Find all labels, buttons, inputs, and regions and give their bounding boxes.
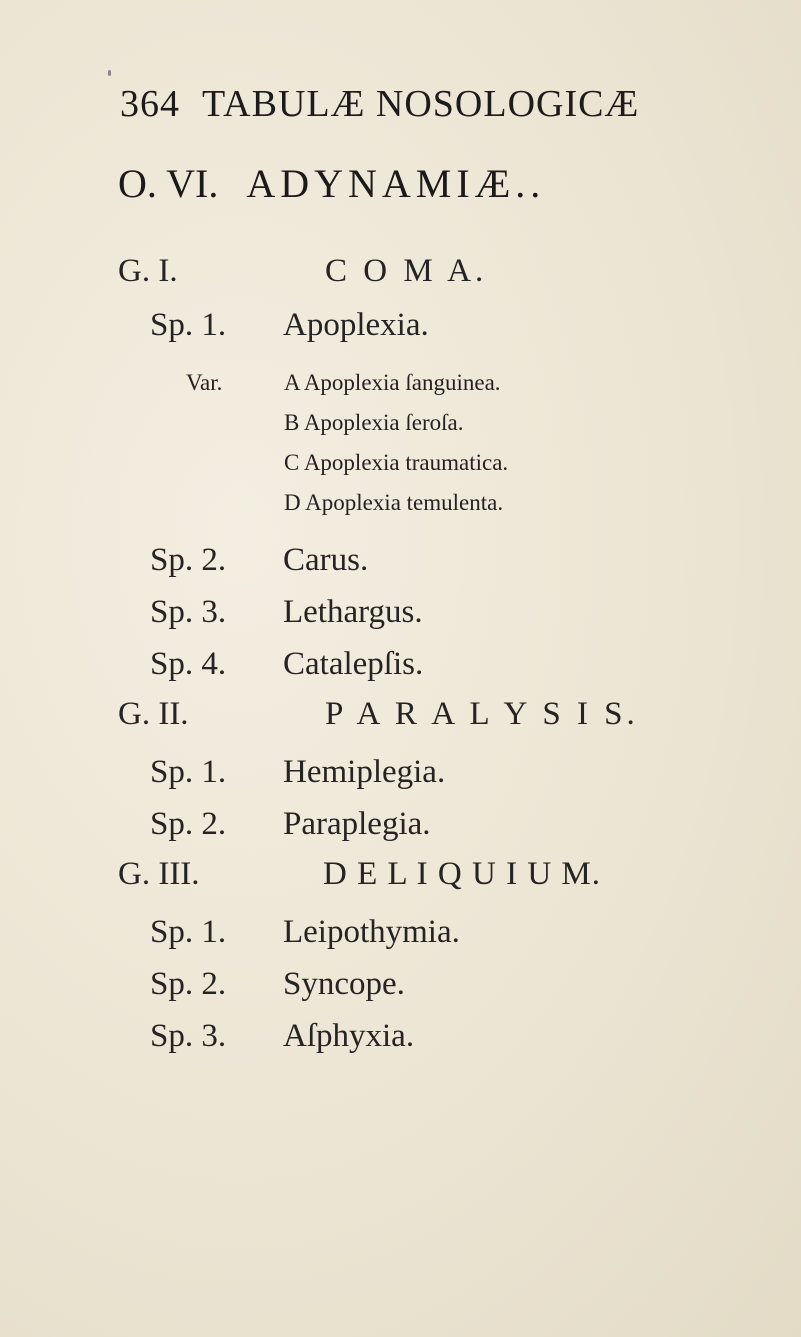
running-head-title: TABULÆ NOSOLOGICÆ [202, 83, 640, 125]
variety-item: B Apoplexia ſeroſa. [284, 410, 464, 435]
species-label: Sp. 1. [150, 914, 227, 950]
species-name: Leipothymia. [283, 914, 460, 950]
species-name: Hemiplegia. [283, 754, 446, 790]
species-label: Sp. 4. [150, 646, 227, 682]
varieties-label: Var. [186, 370, 223, 395]
species-name: Syncope. [283, 966, 405, 1002]
variety-item: C Apoplexia traumatica. [284, 450, 509, 475]
species-label: Sp. 1. [150, 754, 227, 790]
species-name: Apoplexia. [283, 307, 429, 343]
order-number: O. VI. [118, 161, 219, 206]
running-head [120, 82, 639, 126]
page-number: 364 [120, 83, 180, 125]
species-name: Lethargus. [283, 594, 423, 630]
species-label: Sp. 2. [150, 806, 227, 842]
variety-item: A Apoplexia ſanguinea. [284, 370, 501, 395]
variety-item: D Apoplexia temulenta. [284, 490, 504, 515]
genus-label: G. II. [118, 696, 189, 732]
species-label: Sp. 1. [150, 307, 227, 343]
order-heading [118, 160, 545, 207]
species-label: Sp. 3. [150, 1018, 227, 1054]
species-label: Sp. 2. [150, 542, 227, 578]
genus-label: G. III. [118, 856, 200, 892]
ink-speck [108, 70, 111, 76]
genus-name: P A R A L Y S I S. [325, 696, 639, 732]
genus-label: G. I. [118, 253, 178, 289]
genus-name: D E L I Q U I U M. [323, 856, 601, 892]
order-name: ADYNAMIÆ.. [246, 161, 546, 206]
species-name: Carus. [283, 542, 369, 578]
species-name: Catalepſis. [283, 646, 424, 682]
species-label: Sp. 3. [150, 594, 227, 630]
species-name: Paraplegia. [283, 806, 431, 842]
species-name: Aſphyxia. [283, 1018, 415, 1054]
genus-name: C O M A. [325, 253, 488, 289]
species-label: Sp. 2. [150, 966, 227, 1002]
